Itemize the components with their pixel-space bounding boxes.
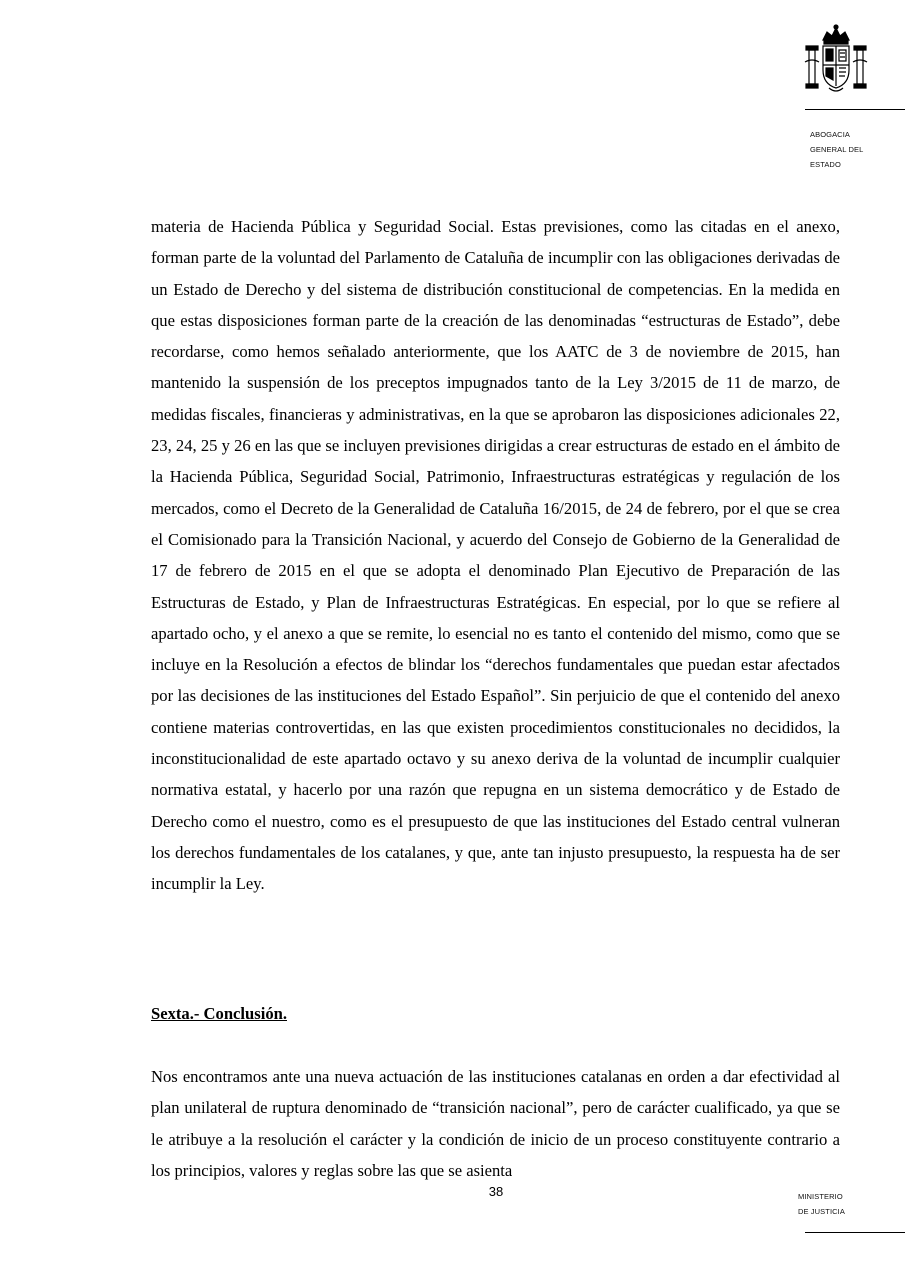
office-label-line: ESTADO xyxy=(810,160,841,169)
office-label-line: ABOGACIA xyxy=(810,130,850,139)
body-paragraph: Nos encontramos ante una nueva actuación de las instituciones catalanas en orden a dar efectividad al plan unilateral de ruptura denominado de “transición nacional”, pero de carácter cualificado, ya que se le atribuye a la resolución el carácter y la condición de inicio de un proceso constituyente contrario a los principios, valores y reglas sobre las que se asienta xyxy=(151,1067,840,1180)
spanish-coat-of-arms-icon xyxy=(803,24,869,96)
ministry-label-line: MINISTERIO xyxy=(798,1192,843,1201)
page-number: 38 xyxy=(488,1184,504,1199)
section-heading: Sexta.- Conclusión. xyxy=(151,1004,287,1023)
office-label xyxy=(810,127,863,172)
ministry-label-line: DE JUSTICIA xyxy=(798,1207,845,1216)
body-paragraph: materia de Hacienda Pública y Seguridad Social. Estas previsiones, como las citadas en el anexo, forman parte de la voluntad del Parlamento de Cataluña de incumplir con las obligaciones derivadas de un Estado de Derecho y del sistema de distribución constitucional de competencias. En la medida en que estas disposiciones forman parte de la creación de las denominadas “estructuras de Estado”, debe recordarse, como hemos señalado anteriormente, que los AATC de 3 de noviembre de 2015, han mantenido la suspensión de los preceptos impugnados tanto de la Ley 3/2015 de 11 de marzo, de medidas fiscales, financieras y administrativas, en la que se aprobaron las disposiciones adicionales 22, 23, 24, 25 y 26 en las que se incluyen previsiones dirigidas a crear estructuras de estado en el ámbito de la Hacienda Pública, Seguridad Social, Patrimonio, Infraestructuras estratégicas y regulación de los mercados, como el Decreto de la Generalidad de Cataluña 16/2015, de 24 de febrero, por el que se crea el Comisionado para la Transición Nacional, y acuerdo del Consejo de Gobierno de la Generalidad de 17 de febrero de 2015 en el que se adopta el denominado Plan Ejecutivo de Preparación de las Estructuras de Estado, y Plan de Infraestructuras Estratégicas. En especial, por lo que se refiere al apartado ocho, y el anexo a que se remite, lo esencial no es tanto el contenido del mismo, como que se incluye en la Resolución a efectos de blindar los “derechos fundamentales que puedan estar afectados por las decisiones de las instituciones del Estado Español”. Sin perjuicio de que el contenido del anexo contiene materias controvertidas, en las que existen procedimientos constitucionales no decididos, la inconstitucionalidad de este apartado octavo y su anexo deriva de la voluntad de incumplir cualquier normativa estatal, y hacerlo por una razón que repugna en un sistema democrático y de Estado de Derecho como el nuestro, como es el presupuesto de que las instituciones del Estado central vulneran los derechos fundamentales de los catalanes, y que, ante tan injusto presupuesto, la respuesta ha de ser incumplir la Ley. xyxy=(151,217,840,894)
footer-divider xyxy=(805,1232,905,1233)
ministry-label xyxy=(798,1189,845,1219)
header-divider xyxy=(805,109,905,110)
office-label-line: GENERAL DEL xyxy=(810,145,864,154)
